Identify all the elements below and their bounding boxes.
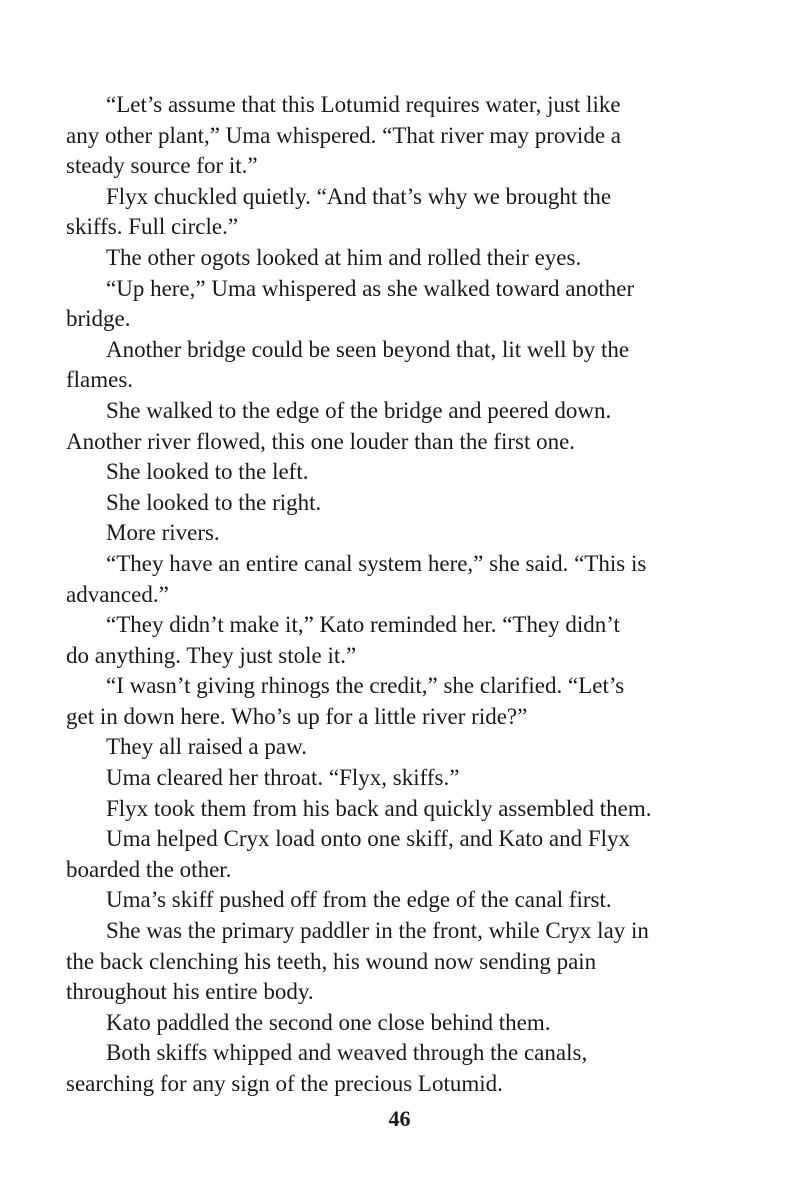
paragraph: “They have an entire canal system here,” she said. “This is advanced.” [66, 550, 647, 607]
paragraph: Flyx took them from his back and quickly assembled them. [106, 795, 652, 821]
page-number: 46 [388, 1106, 411, 1131]
paragraph: Kato paddled the second one close behind them. [106, 1009, 551, 1035]
paragraph: She was the primary paddler in the front, while Cryx lay in the back clenching his teeth, his wound now sending pain throughout his entire body. [66, 918, 649, 1005]
paragraph: “Let’s assume that this Lotumid requires water, just like any other plant,” Uma whispered. “That river may provide a steady source for it.” [66, 92, 621, 179]
paragraph: Flyx chuckled quietly. “And that’s why we brought the skiffs. Full circle.” [66, 183, 612, 240]
paragraph: “They didn’t make it,” Kato reminded her. “They didn’t do anything. They just stole it.” [66, 612, 620, 668]
paragraph: Uma’s skiff pushed off from the edge of the canal first. [106, 887, 612, 913]
paragraph: “Up here,” Uma whispered as she walked toward another bridge. [66, 275, 635, 332]
paragraph: “I wasn’t giving rhinogs the credit,” she clarified. “Let’s get in down here. Who’s up for a little river ride?” [66, 673, 625, 729]
paragraph: Both skiffs whipped and weaved through the canals, searching for any sign of the precious Lotumid. [66, 1040, 588, 1096]
paragraph: More rivers. [106, 520, 220, 546]
paragraph: She looked to the left. [106, 459, 309, 485]
paragraph: She walked to the edge of the bridge and peered down. Another river flowed, this one louder than the first one. [66, 397, 612, 454]
paragraph: The other ogots looked at him and rolled their eyes. [106, 244, 582, 270]
paragraph: Uma cleared her throat. “Flyx, skiffs.” [106, 765, 460, 791]
body-text [66, 90, 746, 1100]
paragraph: Uma helped Cryx load onto one skiff, and Kato and Flyx boarded the other. [66, 826, 631, 882]
paragraph: Another bridge could be seen beyond that, lit well by the flames. [66, 336, 630, 393]
paragraph: They all raised a paw. [106, 734, 307, 760]
paragraph: She looked to the right. [106, 489, 322, 515]
